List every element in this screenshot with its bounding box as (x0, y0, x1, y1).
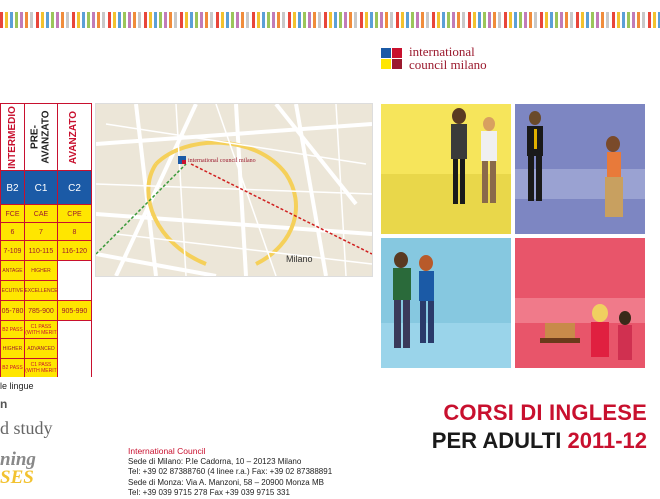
photo-students-1 (381, 104, 511, 234)
decorative-stripe-banner (0, 12, 660, 28)
side-text-learning-line2: SES (0, 467, 34, 488)
title-line1: CORSI DI INGLESE (443, 400, 647, 425)
table-cell: C1 PASS (WITH MERIT (25, 358, 57, 377)
map-label-office: international council milano (188, 158, 256, 164)
table-cell: HIGHER (1, 338, 24, 359)
table-header: INTERMEDIO (7, 105, 18, 169)
photo-students-4 (515, 238, 645, 368)
side-text-learning-line1: ning (0, 449, 36, 470)
photo-students-3 (381, 238, 511, 368)
title-line2 (385, 428, 647, 454)
table-body (1, 170, 91, 376)
table-header: AVANZATO (68, 110, 80, 164)
logo-line1: international (409, 44, 475, 59)
logo-square-yellow (381, 59, 391, 69)
table-cell: ADVANCED (25, 338, 57, 359)
table-cell: CAE (25, 204, 57, 223)
map-label-city: Milano (286, 254, 313, 264)
side-text-study: d study (0, 418, 53, 438)
table-cell: B2 PASS (1, 320, 24, 339)
table-header: PRE-AVANZATO (30, 110, 53, 164)
table-cell: B2 (1, 170, 24, 205)
table-cell: B2 PASS (1, 358, 24, 377)
table-cell (58, 260, 91, 301)
side-text-languages: le lingue (0, 381, 34, 391)
contact-line: Sede di Monza: Via A. Manzoni, 58 – 20900 Monza MB (128, 477, 324, 487)
table-cell (58, 320, 91, 377)
logo-square-maroon (392, 59, 402, 69)
table-cell: EXCELLENCE (25, 280, 57, 301)
table-cell: 785-900 (25, 300, 57, 321)
logo-line2: council milano (409, 57, 487, 72)
table-cell: 6 (1, 222, 24, 241)
table-cell: 905-990 (58, 300, 91, 321)
table-cell: FCE (1, 204, 24, 223)
table-cell: 7 (25, 222, 57, 241)
contact-org: International Council (128, 446, 206, 456)
logo (381, 45, 511, 75)
table-cell: CPE (58, 204, 91, 223)
table-cell: 7-109 (1, 240, 24, 261)
contact-line: Tel: +39 02 87388760 (4 linee r.a.) Fax: +39 02 87388891 (128, 467, 333, 476)
table-cell: C1 PASS (WITH MERIT (25, 320, 57, 339)
table-cell: C1 (25, 170, 57, 205)
side-text-fragment: n (0, 397, 8, 411)
title-year: 2011-12 (567, 428, 647, 453)
side-text-learning (0, 451, 36, 487)
table-cell: C2 (58, 170, 91, 205)
table-cell: 05-780 (1, 300, 24, 321)
table-cell: 8 (58, 222, 91, 241)
map-graphic (96, 104, 372, 276)
contact-line: Tel: +39 039 9715 278 Fax +39 039 9715 331 (128, 488, 290, 497)
table-cell: ANTAGE (1, 260, 24, 281)
location-map (95, 103, 373, 277)
level-table (0, 103, 92, 377)
contact-line: Sede di Milano: P.le Cadorna, 10 – 20123 Milano (128, 456, 302, 466)
table-cell: 116-120 (58, 240, 91, 261)
photo-students-2 (515, 104, 645, 234)
logo-square-red (392, 48, 402, 58)
logo-square-blue (381, 48, 391, 58)
table-cell: HIGHER (25, 260, 57, 281)
table-cell: 110-115 (25, 240, 57, 261)
table-cell: ECUTIVE (1, 280, 24, 301)
title-text-adulti: PER ADULTI (431, 428, 562, 453)
contact-block (128, 446, 348, 499)
